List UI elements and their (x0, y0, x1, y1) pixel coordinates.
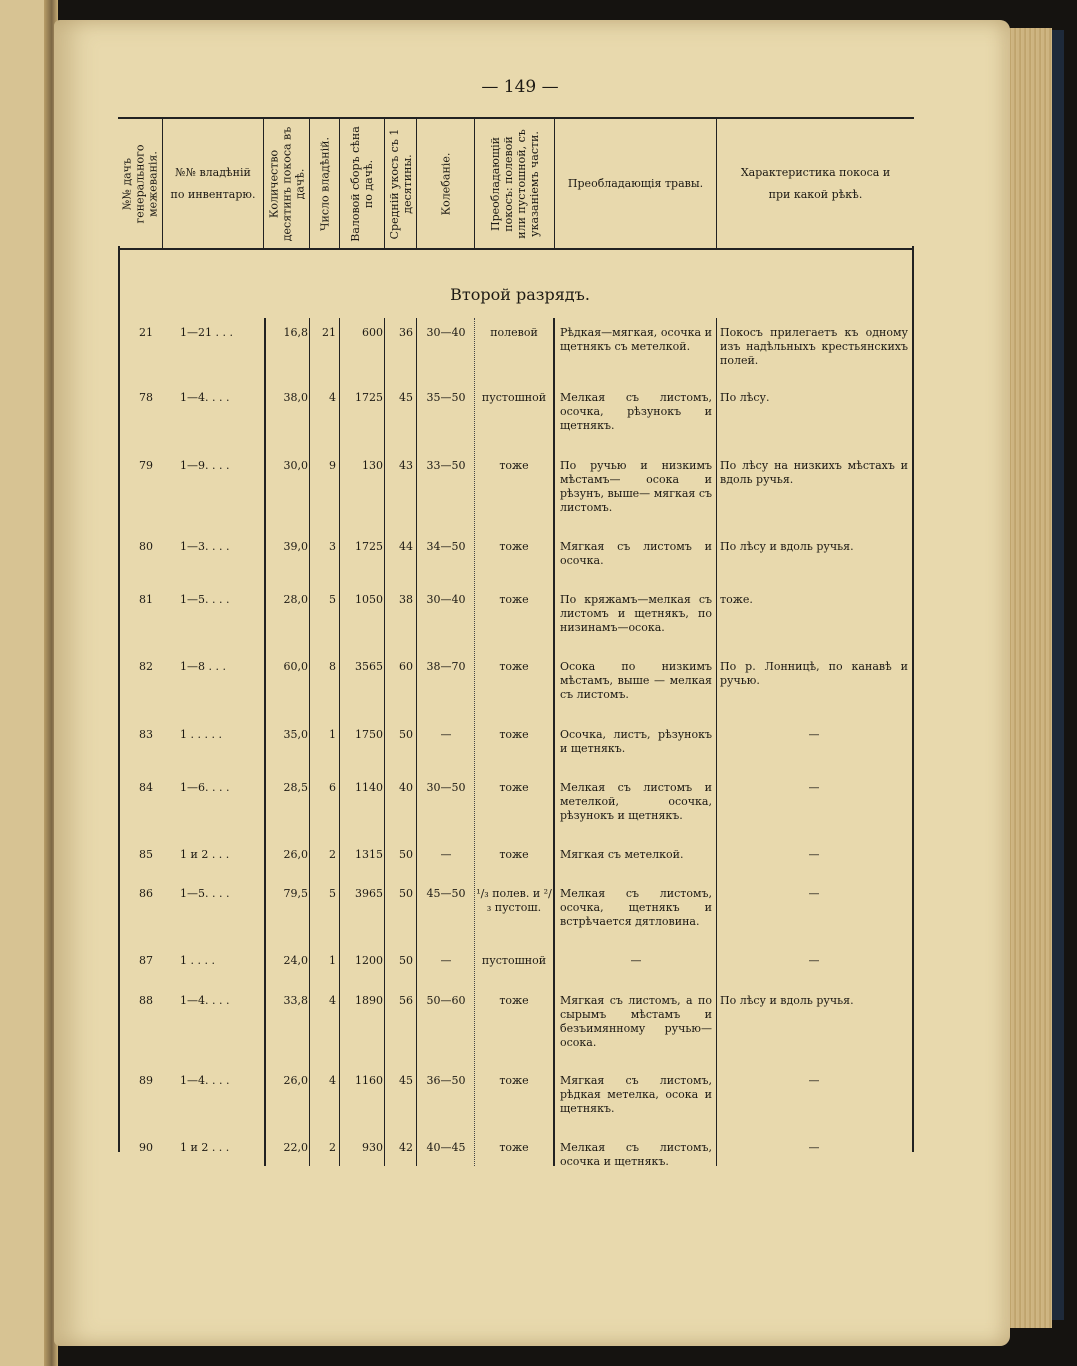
hay-total-cell: 930 (362, 1141, 383, 1154)
characteristics-cell: По лѣсу. (720, 391, 770, 404)
meadow-type-cell: тоже (499, 593, 529, 606)
characteristics-cell: — (808, 781, 820, 794)
avg-yield-cell: 38 (399, 593, 413, 606)
grasses-cell: Рѣдкая—мягкая, осочка и щетнякъ съ метелкой. (560, 326, 712, 353)
header-inventory-number: №№ владѣній по инвентарю. (162, 119, 263, 248)
hay-total-cell: 1160 (355, 1074, 383, 1087)
avg-yield-cell: 60 (399, 660, 413, 673)
characteristics-cell: Покосъ прилегаетъ къ одному изъ надѣльныхъ крестьянскихъ полей. (720, 326, 908, 367)
meadow-type-cell: пустошной (481, 954, 547, 967)
fluctuation-cell: 40—45 (426, 1141, 466, 1154)
dacha-number: 78 (139, 391, 153, 404)
fluctuation-cell: 30—40 (426, 593, 466, 606)
meadow-type-cell: тоже (499, 728, 529, 741)
meadow-type-cell: тоже (499, 540, 529, 553)
desyatin-cell: 33,8 (283, 994, 308, 1007)
avg-yield-cell: 44 (399, 540, 413, 553)
meadow-type-cell: тоже (499, 459, 529, 472)
desyatin-cell: 16,8 (283, 326, 308, 339)
hay-total-cell: 1890 (355, 994, 383, 1007)
column-rule (384, 318, 385, 1166)
fluctuation-cell: 33—50 (426, 459, 466, 472)
header-desyatin: Количество десятинъ покоса въ дачѣ. (263, 119, 309, 248)
fluctuation-cell: — (440, 954, 452, 967)
inventory-number: 1—6. . . . (180, 781, 230, 794)
grasses-cell: Мягкая съ листомъ, а по сырымъ мѣстамъ и безъимянному ручью—осока. (560, 994, 712, 1049)
inventory-number: 1—4. . . . (180, 391, 230, 404)
inventory-number: 1 . . . . (180, 954, 215, 967)
hay-total-cell: 1200 (355, 954, 383, 967)
meadow-type-cell: тоже (499, 1141, 529, 1154)
fluctuation-cell: 36—50 (426, 1074, 466, 1087)
meadow-type-cell: тоже (499, 660, 529, 673)
section-title: Второй разрядъ. (450, 285, 590, 304)
dacha-number: 88 (139, 994, 153, 1007)
hay-total-cell: 1050 (355, 593, 383, 606)
grasses-cell: Осочка, листъ, рѣзунокъ и щетнякъ. (560, 728, 712, 755)
desyatin-cell: 79,5 (283, 887, 308, 900)
column-rule (416, 318, 417, 1166)
header-avg-yield: Средній укосъ съ 1 десятины. (384, 119, 416, 248)
meadow-type-cell: пустошной (481, 391, 547, 404)
header-characteristics: Характеристика покоса и при какой рѣкѣ. (716, 119, 914, 248)
meadow-type-cell: тоже (499, 1074, 529, 1087)
characteristics-cell: По р. Лонницѣ, по канавѣ и ручью. (720, 660, 908, 687)
header-fluctuation: Колебаніе. (416, 119, 474, 248)
header-meadow-type: Преобладающій покосъ: полевой или пустошной, съ указаніемъ части. (474, 119, 554, 248)
inventory-number: 1—5. . . . (180, 593, 230, 606)
grasses-cell: Мягкая съ метелкой. (560, 848, 684, 861)
inventory-number: 1—8 . . . (180, 660, 226, 673)
owners-cell: 8 (329, 660, 336, 673)
owners-cell: 2 (329, 1141, 336, 1154)
column-rule (716, 318, 717, 1166)
dacha-number: 21 (139, 326, 153, 339)
fluctuation-cell: 38—70 (426, 660, 466, 673)
dacha-number: 84 (139, 781, 153, 794)
characteristics-cell: — (808, 887, 820, 900)
avg-yield-cell: 42 (399, 1141, 413, 1154)
grasses-cell: Мелкая съ листомъ и метелкой, осочка, рѣзунокъ и щетнякъ. (560, 781, 712, 822)
hay-total-cell: 1725 (355, 391, 383, 404)
dacha-number: 80 (139, 540, 153, 553)
owners-cell: 2 (329, 848, 336, 861)
owners-cell: 1 (329, 728, 336, 741)
fluctuation-cell: 34—50 (426, 540, 466, 553)
meadow-type-cell: полевой (490, 326, 538, 339)
grasses-cell: По кряжамъ—мелкая съ листомъ и щетнякъ, по низинамъ—осока. (560, 593, 712, 634)
dacha-number: 81 (139, 593, 153, 606)
hay-total-cell: 1315 (355, 848, 383, 861)
fluctuation-cell: — (440, 848, 452, 861)
dacha-number: 83 (139, 728, 153, 741)
dacha-number: 87 (139, 954, 153, 967)
avg-yield-cell: 43 (399, 459, 413, 472)
hay-total-cell: 1140 (355, 781, 383, 794)
avg-yield-cell: 56 (399, 994, 413, 1007)
header-grasses: Преобладающія травы. (554, 119, 716, 248)
dacha-number: 85 (139, 848, 153, 861)
avg-yield-cell: 36 (399, 326, 413, 339)
grasses-cell: Мелкая съ листомъ, осочка, щетнякъ и встрѣчается дятловина. (560, 887, 712, 928)
hay-total-cell: 1750 (355, 728, 383, 741)
characteristics-cell: По лѣсу на низкихъ мѣстахъ и вдоль ручья. (720, 459, 908, 486)
dacha-number: 82 (139, 660, 153, 673)
avg-yield-cell: 45 (399, 1074, 413, 1087)
grasses-cell: Мягкая съ листомъ и осочка. (560, 540, 712, 567)
inventory-number: 1—5. . . . (180, 887, 230, 900)
fluctuation-cell: 30—40 (426, 326, 466, 339)
owners-cell: 5 (329, 593, 336, 606)
column-rule (264, 318, 266, 1166)
hay-total-cell: 1725 (355, 540, 383, 553)
column-rule (309, 318, 310, 1166)
fluctuation-cell: — (440, 728, 452, 741)
characteristics-cell: — (808, 1074, 820, 1087)
desyatin-cell: 26,0 (283, 848, 308, 861)
table-body-frame (118, 246, 914, 1152)
owners-cell: 9 (329, 459, 336, 472)
owners-cell: 6 (329, 781, 336, 794)
dacha-number: 86 (139, 887, 153, 900)
desyatin-cell: 39,0 (283, 540, 308, 553)
owners-cell: 4 (329, 994, 336, 1007)
desyatin-cell: 38,0 (283, 391, 308, 404)
grasses-cell: Осока по низкимъ мѣстамъ, выше — мелкая съ листомъ. (560, 660, 712, 701)
characteristics-cell: — (808, 848, 820, 861)
desyatin-cell: 28,5 (283, 781, 308, 794)
table-header (118, 117, 914, 250)
desyatin-cell: 28,0 (283, 593, 308, 606)
grasses-cell: Мелкая съ листомъ, осочка, рѣзунокъ и щетнякъ. (560, 391, 712, 432)
characteristics-cell: По лѣсу и вдоль ручья. (720, 994, 854, 1007)
hay-total-cell: 3565 (355, 660, 383, 673)
inventory-number: 1—21 . . . (180, 326, 233, 339)
hay-total-cell: 3965 (355, 887, 383, 900)
owners-cell: 4 (329, 391, 336, 404)
grasses-cell: По ручью и низкимъ мѣстамъ— осока и рѣзунъ, выше— мягкая съ листомъ. (560, 459, 712, 514)
inventory-number: 1—4. . . . (180, 1074, 230, 1087)
desyatin-cell: 30,0 (283, 459, 308, 472)
meadow-type-cell: тоже (499, 994, 529, 1007)
avg-yield-cell: 50 (399, 954, 413, 967)
inventory-number: 1—3. . . . (180, 540, 230, 553)
grasses-cell: Мягкая съ листомъ, рѣдкая метелка, осока и щетнякъ. (560, 1074, 712, 1115)
header-hay-total: Валовой сборъ сѣна по дачѣ. (339, 119, 384, 248)
characteristics-cell: тоже. (720, 593, 753, 606)
avg-yield-cell: 50 (399, 887, 413, 900)
column-rule-dotted (474, 318, 475, 1166)
column-rule (553, 318, 555, 1166)
desyatin-cell: 60,0 (283, 660, 308, 673)
inventory-number: 1 и 2 . . . (180, 848, 230, 861)
desyatin-cell: 22,0 (283, 1141, 308, 1154)
inventory-number: 1—9. . . . (180, 459, 230, 472)
inventory-number: 1 . . . . . (180, 728, 222, 741)
fluctuation-cell: 30—50 (426, 781, 466, 794)
page-number: — 149 — (481, 77, 559, 97)
meadow-type-cell: ¹/₃ полев. и ²/₃ пустош. (476, 887, 552, 914)
avg-yield-cell: 40 (399, 781, 413, 794)
grasses-cell: Мелкая съ листомъ, осочка и щетнякъ. (560, 1141, 712, 1168)
avg-yield-cell: 45 (399, 391, 413, 404)
header-dacha-number: №№ дачъ генерального межеванія. (120, 143, 160, 224)
avg-yield-cell: 50 (399, 848, 413, 861)
fluctuation-cell: 35—50 (426, 391, 466, 404)
fluctuation-cell: 50—60 (426, 994, 466, 1007)
hay-total-cell: 600 (362, 326, 383, 339)
owners-cell: 21 (322, 326, 336, 339)
avg-yield-cell: 50 (399, 728, 413, 741)
dacha-number: 89 (139, 1074, 153, 1087)
owners-cell: 4 (329, 1074, 336, 1087)
dacha-number: 79 (139, 459, 153, 472)
fluctuation-cell: 45—50 (426, 887, 466, 900)
header-owners: Число владѣній. (309, 119, 339, 248)
meadow-type-cell: тоже (499, 848, 529, 861)
desyatin-cell: 26,0 (283, 1074, 308, 1087)
characteristics-cell: По лѣсу и вдоль ручья. (720, 540, 854, 553)
owners-cell: 1 (329, 954, 336, 967)
desyatin-cell: 35,0 (283, 728, 308, 741)
owners-cell: 5 (329, 887, 336, 900)
grasses-cell: — (630, 954, 642, 967)
owners-cell: 3 (329, 540, 336, 553)
inventory-number: 1 и 2 . . . (180, 1141, 230, 1154)
inventory-number: 1—4. . . . (180, 994, 230, 1007)
characteristics-cell: — (808, 728, 820, 741)
characteristics-cell: — (808, 1141, 820, 1154)
column-rule (339, 318, 340, 1166)
dacha-number: 90 (139, 1141, 153, 1154)
characteristics-cell: — (808, 954, 820, 967)
desyatin-cell: 24,0 (283, 954, 308, 967)
hay-total-cell: 130 (362, 459, 383, 472)
meadow-type-cell: тоже (499, 781, 529, 794)
